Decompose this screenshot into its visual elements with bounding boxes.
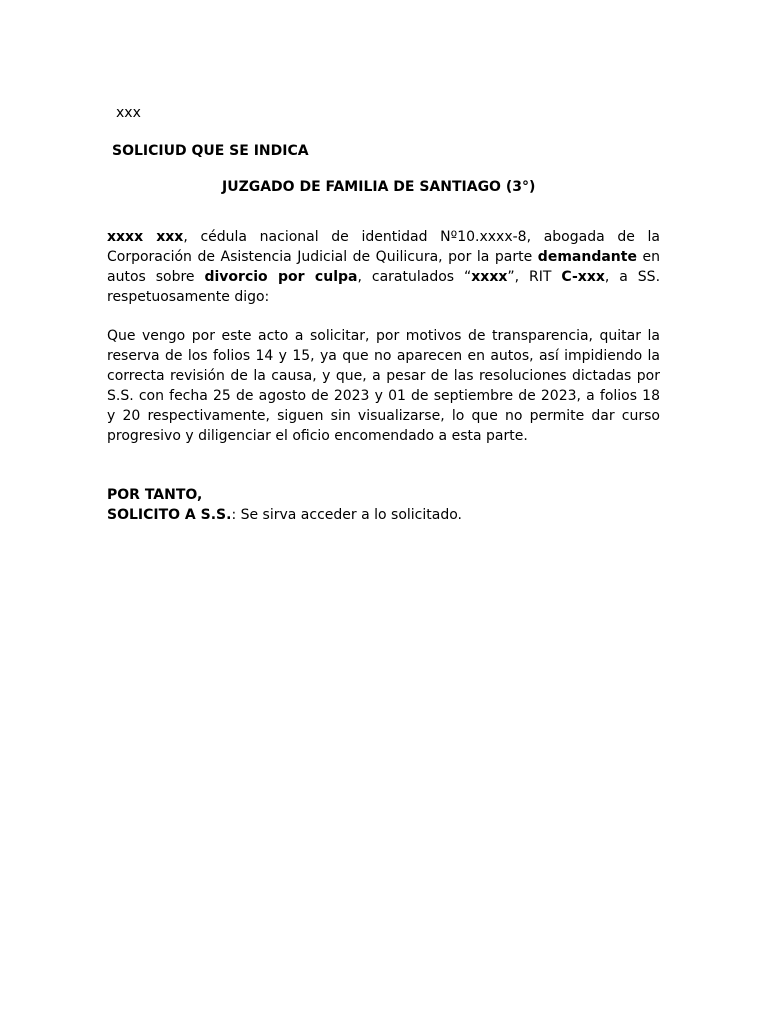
request-paragraph: Que vengo por este acto a solicitar, por motivos de transparencia, quitar la reserva de los folios 14 y 15, ya que no aparecen en autos, así impidiendo la correcta revisión de la causa, y que, a pesar de las resoluciones dictadas por S.S. con fecha 25 de agosto de 2023 y 01 de septiembre de 2023, a folios 18 y 20 respectivamente, siguen sin visualizarse, lo que no permite dar curso progresivo y diligenciar el oficio encomendado a esta parte.: [107, 328, 660, 444]
party-role: demandante: [537, 249, 637, 265]
intro-text-4: ”, RIT: [507, 269, 562, 285]
court-heading: JUZGADO DE FAMILIA DE SANTIAGO (3°): [222, 179, 536, 195]
document-reference: xxx: [116, 105, 141, 121]
closing-solicito-text: : Se sirva acceder a lo solicitado.: [231, 507, 462, 523]
intro-text-2: en autos sobre: [107, 249, 660, 285]
closing-request: [107, 505, 462, 525]
intro-text-1: , cédula nacional de identidad Nº10.xxxx-8, abogada de la Corporación de Asistencia Judicial de Quilicura, por la parte: [107, 229, 660, 265]
closing-por-tanto: POR TANTO,: [107, 487, 203, 503]
intro-text-5: , a SS. respetuosamente digo:: [107, 269, 661, 305]
document-subject: SOLICIUD QUE SE INDICA: [112, 143, 309, 159]
intro-text-3: , caratulados “: [357, 269, 472, 285]
closing-solicito-label: SOLICITO A S.S.: [107, 507, 232, 523]
lawyer-name: xxxx xxx: [107, 229, 184, 245]
case-rit: C-xxx: [561, 269, 605, 285]
intro-paragraph: [107, 227, 660, 307]
case-name: xxxx: [471, 269, 508, 285]
case-matter: divorcio por culpa: [204, 269, 358, 285]
